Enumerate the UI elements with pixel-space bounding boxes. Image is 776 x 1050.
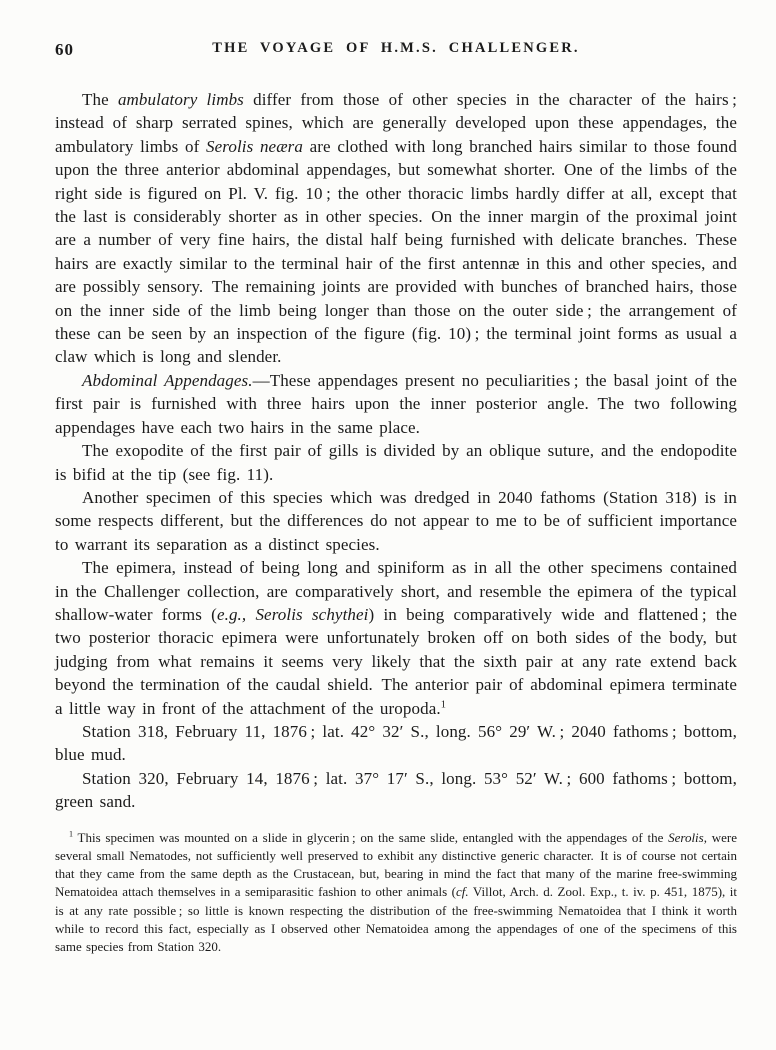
footnote <box>55 829 737 957</box>
paragraph: Station 318, February 11, 1876 ; lat. 42° 32′ S., long. 56° 29′ W. ; 2040 fathoms ; bottom, blue mud. <box>55 721 737 765</box>
paragraph: Another specimen of this species which was dredged in 2040 fathoms (Station 318) is in some respects different, but the differences do not appear to me to be of sufficient importance to warrant its separation as a distinct species. <box>55 487 737 554</box>
paragraph: The exopodite of the first pair of gills is divided by an oblique suture, and the endopodite is bifid at the tip (see fig. 11). <box>55 441 737 484</box>
paragraph: The ambulatory limbs differ from those of other species in the character of the hairs ; instead of sharp serrated spines, which are generally developed upon these appendages, the ambulatory limbs of Serolis neæra are clothed with long branched hairs similar to those found upon the three anterior abdominal appendages, but somewhat shorter. One of the limbs of the right side is figured on Pl. V. fig. 10 ; the other thoracic limbs hardly differ at all, except that the last is considerably shorter as in other species. On the inner margin of the proximal joint are a number of very fine hairs, the distal half being furnished with delicate branches. These hairs are exactly similar to the terminal hair of the first antennæ in this and other species, and are possibly sensory. The remaining joints are provided with bunches of branched hairs, those on the inner side of the limb being longer than those on the outer side ; the arrangement of these can be seen by an inspection of the figure (fig. 10) ; the terminal joint forms as usual a claw which is long and slender. <box>55 90 737 367</box>
footnote-marker: 1 <box>440 698 447 710</box>
body-text <box>55 88 737 814</box>
paragraph: The epimera, instead of being long and spiniform as in all the other specimens contained in the Challenger collection, are comparatively short, and resemble the epimera of the typical shallow-water forms (e.g., Serolis schythei) in being comparatively wide and flattened ; the two posterior thoracic epimera were unfortunately broken off on both sides of the body, but judging from what remains it seems very likely that the sixth pair at any rate extend back beyond the termination of the caudal shield. The anterior pair of abdominal epimera terminate a little way in front of the attachment of the uropoda.$^1$ <box>55 558 737 718</box>
footnote-marker: 1 <box>69 829 74 839</box>
emphasized-text: ambulatory limbs <box>117 90 244 109</box>
footnote-paragraph: $^1$ This specimen was mounted on a slide in glycerin ; on the same slide, entangled with the appendages of the Serolis, were several small Nematodes, not sufficiently well preserved to exhibit any distinctive generic character. It is of course not certain that they came from the same depth as the Crustacean, but, bearing in mind the fact that many of the marine free-swimming Nematoidea attach themselves in a semiparasitic fashion to other animals (cf. Villot, Arch. d. Zool. Exp., t. iv. p. 451, 1875), it is at any rate possible ; so little is known respecting the distribution of the free-swimming Nematoidea that I think it worth while to record this fact, especially as I observed other Nematoidea among the appendages of one of the specimens of this same species from Station 320. <box>55 829 738 955</box>
running-title: THE VOYAGE OF H.M.S. CHALLENGER. <box>212 40 580 56</box>
emphasized-text: Abdominal Appendages. <box>82 370 253 390</box>
emphasized-text: Serolis neæra <box>206 136 303 156</box>
emphasized-text: e.g., Serolis schythei <box>216 604 369 624</box>
paragraph: Station 320, February 14, 1876 ; lat. 37° 17′ S., long. 53° 52′ W. ; 600 fathoms ; bottom, green sand. <box>55 768 737 812</box>
page-number: 60 <box>55 40 74 59</box>
page-header <box>55 40 737 62</box>
emphasized-text: cf. <box>456 884 469 900</box>
paragraph: Abdominal Appendages.—These appendages present no peculiarities ; the basal joint of the first pair is furnished with three hairs upon the inner posterior angle. The two following appendages have each two hairs in the same place. <box>55 370 737 437</box>
emphasized-text: Serolis <box>668 829 704 845</box>
